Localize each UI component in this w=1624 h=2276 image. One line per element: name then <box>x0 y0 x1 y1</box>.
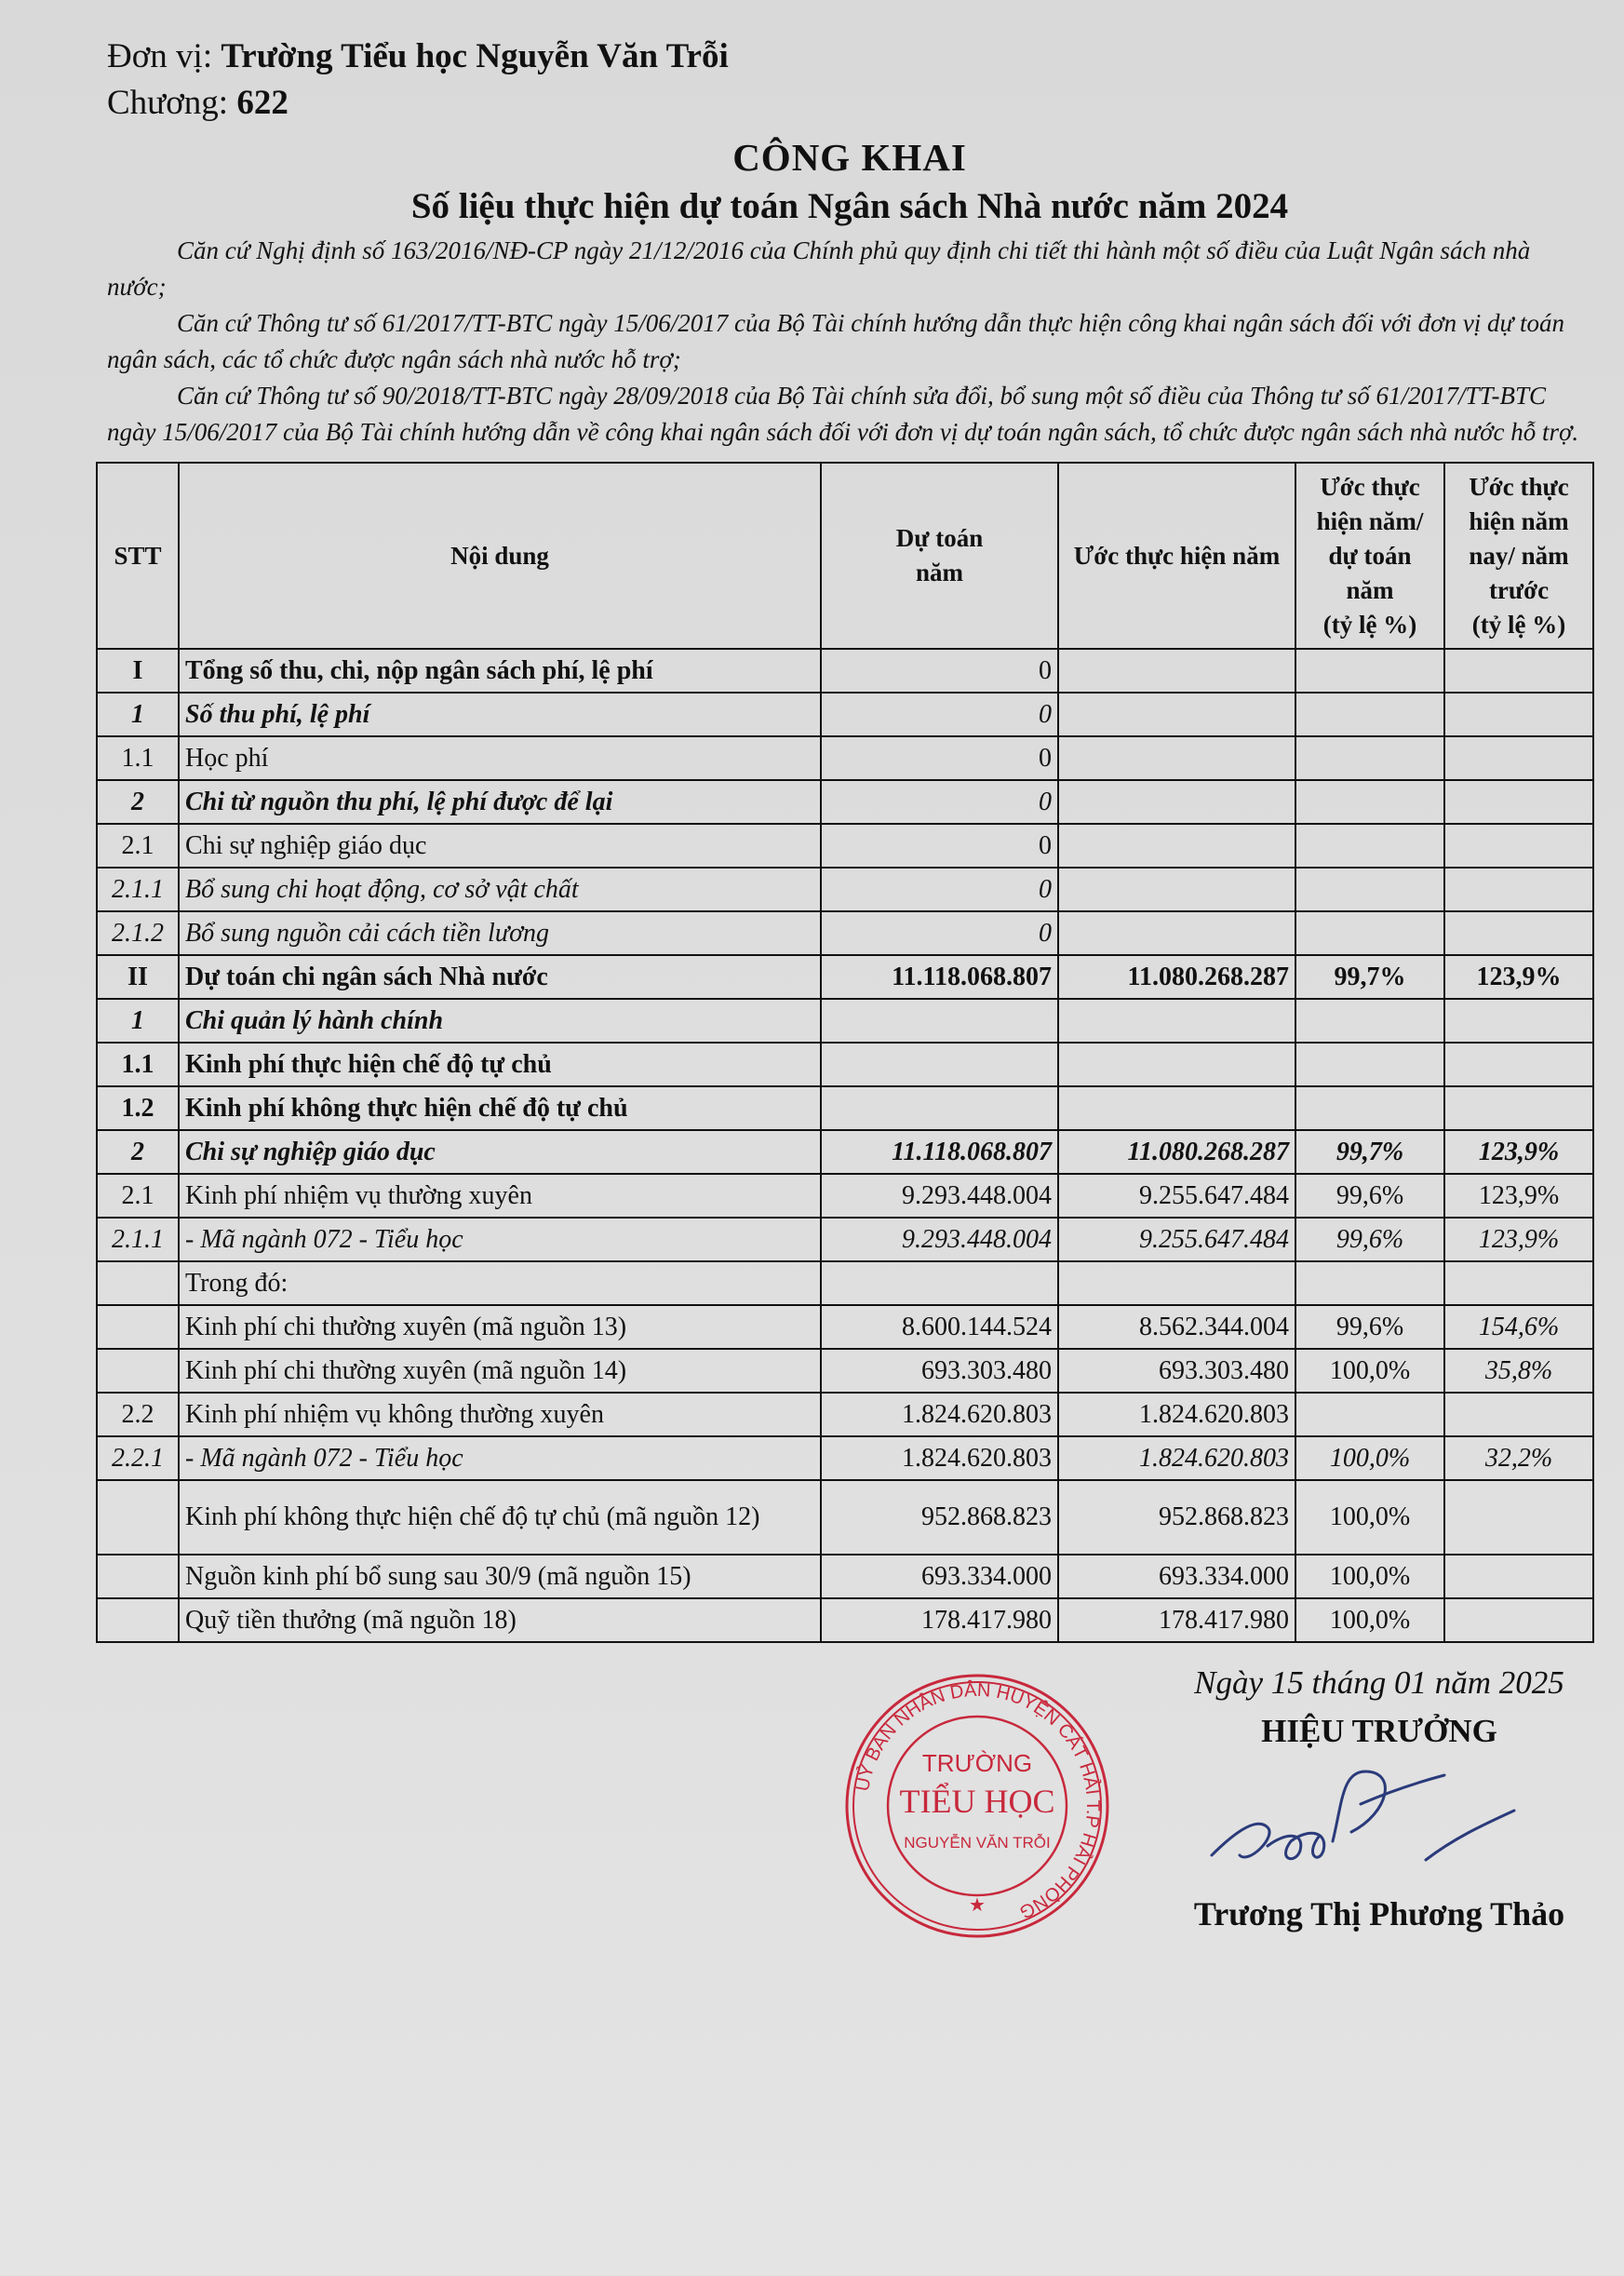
cell-estimate: 11.118.068.807 <box>821 1130 1058 1174</box>
cell-content: Kinh phí không thực hiện chế độ tự chủ <box>179 1086 821 1130</box>
cell-ratio-prev: 123,9% <box>1444 1218 1593 1261</box>
table-row <box>97 1393 1593 1436</box>
table-row <box>97 1598 1593 1642</box>
cell-stt: 2.2 <box>97 1393 179 1436</box>
col-header-actual: Ước thực hiện năm <box>1058 463 1295 649</box>
table-row <box>97 693 1593 736</box>
cell-ratio-prev <box>1444 1555 1593 1598</box>
cell-actual <box>1058 693 1295 736</box>
chapter-line <box>107 82 1592 125</box>
cell-ratio-plan: 100,0% <box>1295 1436 1444 1480</box>
table-row <box>97 649 1593 693</box>
cell-actual: 8.562.344.004 <box>1058 1305 1295 1349</box>
col-header-estimate <box>821 463 1058 649</box>
cell-actual: 9.255.647.484 <box>1058 1218 1295 1261</box>
cell-estimate <box>821 999 1058 1043</box>
cell-actual <box>1058 1261 1295 1305</box>
cell-ratio-prev: 32,2% <box>1444 1436 1593 1480</box>
table-row <box>97 1086 1593 1130</box>
document-title: CÔNG KHAI <box>732 136 967 179</box>
cell-stt: 2.1 <box>97 1174 179 1218</box>
cell-content: - Mã ngành 072 - Tiểu học <box>179 1436 821 1480</box>
stamp-outer-text-path: UỶ BAN NHÂN DÂN HUYỆN CÁT HẢI T.P HẢI PHÒNG <box>852 1679 1104 1923</box>
signature-stroke <box>1268 1833 1324 1858</box>
cell-actual: 178.417.980 <box>1058 1598 1295 1642</box>
cell-ratio-prev: 123,9% <box>1444 1174 1593 1218</box>
cell-content: Bổ sung chi hoạt động, cơ sở vật chất <box>179 868 821 911</box>
cell-ratio-plan <box>1295 693 1444 736</box>
chapter-value: 622 <box>236 84 289 122</box>
stamp-line1: TRƯỜNG <box>921 1749 1033 1777</box>
signature-column <box>1137 1662 1621 1935</box>
cell-estimate <box>821 1261 1058 1305</box>
cell-estimate: 0 <box>821 693 1058 736</box>
cell-estimate: 693.303.480 <box>821 1349 1058 1393</box>
table-row <box>97 1555 1593 1598</box>
star-icon: ★ <box>969 1895 986 1916</box>
cell-stt: I <box>97 649 179 693</box>
cell-actual <box>1058 649 1295 693</box>
cell-stt: 2.2.1 <box>97 1436 179 1480</box>
cell-ratio-prev: 123,9% <box>1444 1130 1593 1174</box>
cell-content: Kinh phí nhiệm vụ thường xuyên <box>179 1174 821 1218</box>
table-row <box>97 736 1593 780</box>
cell-actual <box>1058 999 1295 1043</box>
stamp-line2: TIỂU HỌC <box>899 1783 1055 1820</box>
cell-stt <box>97 1305 179 1349</box>
cell-stt <box>97 1261 179 1305</box>
cell-estimate: 1.824.620.803 <box>821 1436 1058 1480</box>
cell-content: Kinh phí chi thường xuyên (mã nguồn 13) <box>179 1305 821 1349</box>
cell-content: Tổng số thu, chi, nộp ngân sách phí, lệ phí <box>179 649 821 693</box>
cell-stt: 1.1 <box>97 1043 179 1086</box>
legal-basis-item: Căn cứ Thông tư số 61/2017/TT-BTC ngày 15/06/2017 của Bộ Tài chính hướng dẫn thực hiện công khai ngân sách đối với đơn vị dự toán ngân sách, các tổ chức được ngân sách nhà nước hỗ trợ; <box>107 309 1565 373</box>
cell-stt <box>97 1349 179 1393</box>
cell-actual: 11.080.268.287 <box>1058 1130 1295 1174</box>
cell-ratio-plan <box>1295 1043 1444 1086</box>
cell-ratio-prev <box>1444 824 1593 868</box>
cell-ratio-plan <box>1295 649 1444 693</box>
cell-stt: 2 <box>97 1130 179 1174</box>
cell-ratio-plan <box>1295 1086 1444 1130</box>
signature-stroke <box>1361 1775 1444 1804</box>
col-header-ratio-plan <box>1295 463 1444 649</box>
cell-actual: 11.080.268.287 <box>1058 955 1295 999</box>
cell-ratio-prev: 35,8% <box>1444 1349 1593 1393</box>
cell-actual <box>1058 1043 1295 1086</box>
col-header-estimate-line: năm <box>915 559 963 586</box>
table-row <box>97 999 1593 1043</box>
cell-ratio-plan <box>1295 999 1444 1043</box>
cell-ratio-plan <box>1295 824 1444 868</box>
col-header-line: năm <box>1346 575 1394 604</box>
cell-ratio-plan: 100,0% <box>1295 1349 1444 1393</box>
unit-label: Đơn vị: <box>107 37 213 75</box>
cell-stt: 1.1 <box>97 736 179 780</box>
unit-name: Trường Tiểu học Nguyễn Văn Trỗi <box>221 37 729 75</box>
signature-stroke <box>1333 1771 1385 1841</box>
cell-actual <box>1058 911 1295 955</box>
cell-ratio-prev <box>1444 1480 1593 1555</box>
cell-ratio-plan <box>1295 780 1444 824</box>
cell-ratio-prev <box>1444 1086 1593 1130</box>
table-header-row <box>97 463 1593 649</box>
cell-content: Bổ sung nguồn cải cách tiền lương <box>179 911 821 955</box>
cell-estimate <box>821 1086 1058 1130</box>
signatory-name: Trương Thị Phương Thảo <box>1193 1895 1565 1933</box>
cell-actual <box>1058 868 1295 911</box>
col-header-line: hiện năm <box>1469 506 1569 535</box>
cell-content: Kinh phí nhiệm vụ không thường xuyên <box>179 1393 821 1436</box>
cell-content: Dự toán chi ngân sách Nhà nước <box>179 955 821 999</box>
cell-ratio-plan <box>1295 1261 1444 1305</box>
cell-stt: 1 <box>97 693 179 736</box>
col-header-line: dự toán <box>1328 541 1412 570</box>
col-header-ratio-prev <box>1444 463 1593 649</box>
signature-stroke <box>1212 1824 1269 1857</box>
cell-actual <box>1058 824 1295 868</box>
budget-table <box>96 462 1594 1643</box>
col-header-line: hiện năm/ <box>1316 506 1424 535</box>
cell-content: Nguồn kinh phí bổ sung sau 30/9 (mã nguồn 15) <box>179 1555 821 1598</box>
cell-ratio-plan: 100,0% <box>1295 1480 1444 1555</box>
cell-actual: 693.334.000 <box>1058 1555 1295 1598</box>
cell-ratio-prev <box>1444 999 1593 1043</box>
col-header-line: Ước thực <box>1469 472 1569 501</box>
table-row <box>97 1043 1593 1086</box>
table-row <box>97 955 1593 999</box>
table-row <box>97 1218 1593 1261</box>
cell-ratio-prev <box>1444 693 1593 736</box>
cell-actual <box>1058 1086 1295 1130</box>
cell-ratio-plan: 100,0% <box>1295 1555 1444 1598</box>
cell-estimate: 0 <box>821 911 1058 955</box>
cell-content: Trong đó: <box>179 1261 821 1305</box>
cell-content: Kinh phí không thực hiện chế độ tự chủ (mã nguồn 12) <box>179 1480 821 1555</box>
table-row <box>97 911 1593 955</box>
stamp-line3: NGUYỄN VĂN TRỖI <box>904 1834 1051 1852</box>
cell-stt <box>97 1598 179 1642</box>
cell-ratio-prev <box>1444 1393 1593 1436</box>
col-header-line: (tỷ lệ %) <box>1322 610 1417 639</box>
col-header-line: trước <box>1488 575 1550 604</box>
document-subtitle: Số liệu thực hiện dự toán Ngân sách Nhà nước năm 2024 <box>410 186 1289 226</box>
cell-content: Chi sự nghiệp giáo dục <box>179 824 821 868</box>
cell-actual: 9.255.647.484 <box>1058 1174 1295 1218</box>
unit-line <box>107 35 1592 78</box>
cell-ratio-prev <box>1444 868 1593 911</box>
table-row <box>97 1480 1593 1555</box>
cell-actual <box>1058 780 1295 824</box>
table-row <box>97 824 1593 868</box>
budget-table-body <box>97 649 1593 1642</box>
cell-actual: 1.824.620.803 <box>1058 1436 1295 1480</box>
cell-estimate: 952.868.823 <box>821 1480 1058 1555</box>
cell-estimate: 693.334.000 <box>821 1555 1058 1598</box>
cell-ratio-plan: 99,6% <box>1295 1218 1444 1261</box>
table-row <box>97 1130 1593 1174</box>
cell-estimate: 9.293.448.004 <box>821 1174 1058 1218</box>
cell-actual <box>1058 736 1295 780</box>
table-row <box>97 780 1593 824</box>
col-header-stt: STT <box>97 463 179 649</box>
cell-estimate: 9.293.448.004 <box>821 1218 1058 1261</box>
cell-ratio-plan <box>1295 911 1444 955</box>
table-row <box>97 1436 1593 1480</box>
cell-stt: 1 <box>97 999 179 1043</box>
cell-ratio-prev <box>1444 1261 1593 1305</box>
cell-ratio-prev <box>1444 780 1593 824</box>
cell-actual: 693.303.480 <box>1058 1349 1295 1393</box>
col-header-line: Ước thực <box>1320 472 1420 501</box>
cell-ratio-prev: 154,6% <box>1444 1305 1593 1349</box>
cell-content: Chi quản lý hành chính <box>179 999 821 1043</box>
cell-stt <box>97 1480 179 1555</box>
cell-content: Quỹ tiền thưởng (mã nguồn 18) <box>179 1598 821 1642</box>
cell-stt: 2 <box>97 780 179 824</box>
cell-estimate: 0 <box>821 868 1058 911</box>
cell-content: Số thu phí, lệ phí <box>179 693 821 736</box>
col-header-content: Nội dung <box>179 463 821 649</box>
cell-stt <box>97 1555 179 1598</box>
cell-estimate: 11.118.068.807 <box>821 955 1058 999</box>
cell-content: Kinh phí chi thường xuyên (mã nguồn 14) <box>179 1349 821 1393</box>
cell-estimate: 0 <box>821 649 1058 693</box>
cell-ratio-plan: 99,6% <box>1295 1305 1444 1349</box>
signature-date: Ngày 15 tháng 01 năm 2025 <box>1194 1664 1564 1701</box>
cell-stt: 2.1 <box>97 824 179 868</box>
cell-estimate: 0 <box>821 824 1058 868</box>
cell-ratio-plan: 99,7% <box>1295 1130 1444 1174</box>
cell-stt: II <box>97 955 179 999</box>
cell-ratio-prev <box>1444 736 1593 780</box>
cell-ratio-prev <box>1444 649 1593 693</box>
cell-stt: 1.2 <box>97 1086 179 1130</box>
cell-ratio-plan <box>1295 868 1444 911</box>
table-row <box>97 868 1593 911</box>
cell-estimate: 178.417.980 <box>821 1598 1058 1642</box>
cell-estimate: 1.824.620.803 <box>821 1393 1058 1436</box>
signature-title: HIỆU TRƯỞNG <box>1261 1713 1497 1749</box>
col-header-line: (tỷ lệ %) <box>1471 610 1566 639</box>
signature-stroke <box>1426 1811 1514 1860</box>
cell-content: Chi sự nghiệp giáo dục <box>179 1130 821 1174</box>
cell-estimate: 0 <box>821 736 1058 780</box>
cell-ratio-plan: 99,7% <box>1295 955 1444 999</box>
table-row <box>97 1349 1593 1393</box>
cell-stt: 2.1.2 <box>97 911 179 955</box>
cell-ratio-prev <box>1444 1043 1593 1086</box>
handwritten-signature <box>1193 1753 1565 1892</box>
cell-stt: 2.1.1 <box>97 1218 179 1261</box>
cell-ratio-plan: 99,6% <box>1295 1174 1444 1218</box>
cell-ratio-plan <box>1295 1393 1444 1436</box>
col-header-line: nay/ năm <box>1469 541 1569 570</box>
table-row <box>97 1174 1593 1218</box>
cell-ratio-prev <box>1444 911 1593 955</box>
cell-content: Học phí <box>179 736 821 780</box>
cell-estimate: 8.600.144.524 <box>821 1305 1058 1349</box>
legal-basis-item: Căn cứ Thông tư số 90/2018/TT-BTC ngày 28/09/2018 của Bộ Tài chính sửa đổi, bổ sung một số điều của Thông tư số 61/2017/TT-BTC ngày 15/06/2017 của Bộ Tài chính hướng dẫn về công khai ngân sách đối với đơn vị dự toán ngân sách, tổ chức được ngân sách nhà nước hỗ trợ. <box>107 382 1579 446</box>
cell-ratio-plan: 100,0% <box>1295 1598 1444 1642</box>
school-stamp <box>842 1671 1112 1941</box>
cell-estimate: 0 <box>821 780 1058 824</box>
cell-stt: 2.1.1 <box>97 868 179 911</box>
cell-ratio-plan <box>1295 736 1444 780</box>
table-row <box>97 1305 1593 1349</box>
signature-block <box>107 1662 1592 1969</box>
cell-actual: 1.824.620.803 <box>1058 1393 1295 1436</box>
cell-content: Kinh phí thực hiện chế độ tự chủ <box>179 1043 821 1086</box>
legal-basis <box>107 233 1592 451</box>
chapter-label: Chương: <box>107 84 229 122</box>
cell-actual: 952.868.823 <box>1058 1480 1295 1555</box>
signature-space <box>1137 1753 1621 1892</box>
cell-ratio-prev: 123,9% <box>1444 955 1593 999</box>
cell-ratio-prev <box>1444 1598 1593 1642</box>
legal-basis-item: Căn cứ Nghị định số 163/2016/NĐ-CP ngày 21/12/2016 của Chính phủ quy định chi tiết thi hành một số điều của Luật Ngân sách nhà nước; <box>107 236 1531 301</box>
cell-content: - Mã ngành 072 - Tiểu học <box>179 1218 821 1261</box>
cell-estimate <box>821 1043 1058 1086</box>
col-header-estimate-line: Dự toán <box>895 524 984 552</box>
table-row <box>97 1261 1593 1305</box>
cell-content: Chi từ nguồn thu phí, lệ phí được để lại <box>179 780 821 824</box>
